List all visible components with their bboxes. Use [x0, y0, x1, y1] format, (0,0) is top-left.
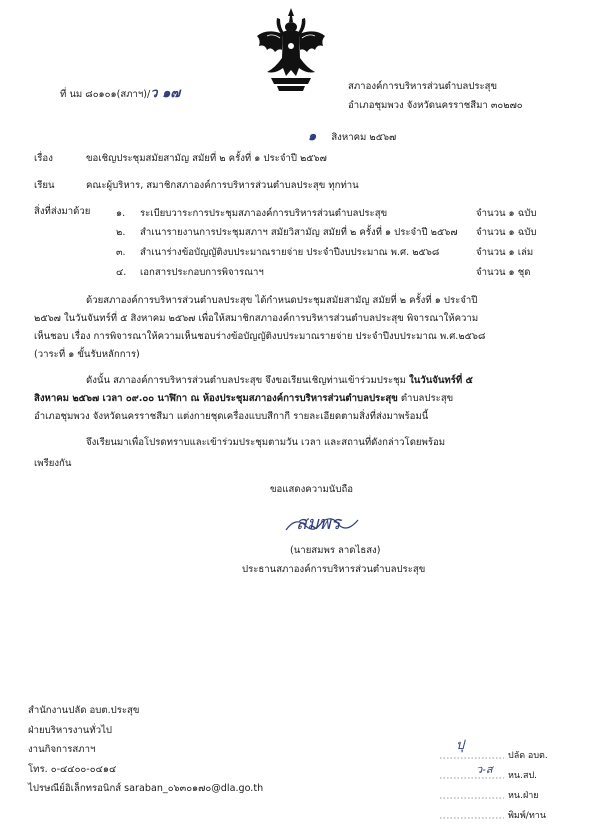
footer-email: ไปรษณีย์อิเล็กทรอนิกส์ saraban_๐๖๓๐๑๗๐@dla.go.th: [28, 783, 264, 794]
recipient-label: เรียน: [34, 180, 55, 191]
footer-section: งานกิจการสภาฯ: [28, 744, 96, 755]
body-paragraph-1-line: ด้วยสภาองค์การบริหารส่วนตำบลประสุข ได้กำหนดประชุมสมัยสามัญ สมัยที่ ๒ ครั้งที่ ๑ ประจำปี: [86, 295, 478, 306]
routing-item: ปลัด อบต.: [508, 751, 548, 761]
enclosure-qty: จำนวน ๑ เล่ม: [476, 247, 534, 258]
enclosure-no: ๓.: [116, 247, 126, 258]
enclosure-qty: จำนวน ๑ ฉบับ: [476, 227, 537, 238]
enclosure-no: ๔.: [116, 267, 127, 278]
subject-text: ขอเชิญประชุมสมัยสามัญ สมัยที่ ๒ ครั้งที่ ๑ ประจำปี ๒๕๖๗: [86, 153, 327, 164]
body-paragraph-3-line: จึงเรียนมาเพื่อโปรดทราบและเข้าร่วมประชุมตามวัน เวลา และสถานที่ดังกล่าวโดยพร้อม: [86, 437, 446, 448]
enclosure-text: เอกสารประกอบการพิจารณาฯ: [140, 267, 264, 278]
body-paragraph-1-line: ๒๕๖๗ ในวันจันทร์ที่ ๕ สิงหาคม ๒๕๖๗ เพื่อให้สมาชิกสภาองค์การบริหารส่วนตำบลประสุข พิจารณาให้ความ: [34, 313, 479, 324]
body-paragraph-3-line: เพรียงกัน: [34, 458, 72, 469]
enclosure-text: ระเบียบวาระการประชุมสภาองค์การบริหารส่วนตำบลประสุข: [140, 208, 388, 219]
meeting-time-place-emphasis: สิงหาคม ๒๕๖๗ เวลา ๐๙.๐๐ นาฬิกา ณ ห้องประชุมสภาองค์การบริหารส่วนตำบลประสุข: [34, 393, 398, 404]
routing-item: หน.สป.: [508, 771, 538, 781]
body-paragraph-2-line: [86, 373, 473, 388]
footer-division: ฝ่ายบริหารงานทั่วไป: [28, 725, 112, 736]
closing-regards: ขอแสดงความนับถือ: [270, 484, 354, 495]
garuda-emblem: [253, 6, 329, 92]
enclosures-label: สิ่งที่ส่งมาด้วย: [34, 206, 91, 217]
org-address: อำเภอชุมพวง จังหวัดนครราชสีมา ๓๐๒๗๐: [348, 100, 523, 111]
enclosure-text: สำเนารายงานการประชุมสภาฯ สมัยวิสามัญ สมัยที่ ๒ ครั้งที่ ๑ ประจำปี ๒๕๖๗: [140, 227, 458, 238]
signer-title: ประธานสภาองค์การบริหารส่วนตำบลประสุข: [242, 564, 426, 575]
signature-stroke: [282, 514, 362, 536]
meeting-subdistrict: ตำบลประสุข: [397, 393, 454, 404]
enclosure-text: สำเนาร่างข้อบัญญัติงบประมาณรายจ่าย ประจำปีงบประมาณ พ.ศ. ๒๕๖๘: [140, 247, 440, 258]
handwritten-signature: สมพร: [296, 513, 341, 534]
footer-phone: โทร. ๐-๔๔๐๐-๐๔๑๔: [28, 764, 117, 775]
enclosure-qty: จำนวน ๑ ชุด: [476, 267, 531, 278]
body-paragraph-1-line: (วาระที่ ๑ ขั้นรับหลักการ): [34, 349, 140, 360]
enclosure-no: ๑.: [116, 208, 126, 219]
footer-office: สำนักงานปลัด อบต.ประสุข: [28, 705, 140, 716]
enclosure-qty: จำนวน ๑ ฉบับ: [476, 208, 537, 219]
meeting-date-emphasis: ในวันจันทร์ที่ ๕: [409, 375, 473, 386]
signer-name: (นายสมพร ลาดไธสง): [290, 545, 381, 556]
date-day-handwritten: ๑: [308, 129, 317, 144]
invitation-text: ดังนั้น สภาองค์การบริหารส่วนตำบลประสุข จึงขอเรียนเชิญท่านเข้าร่วมประชุม: [86, 375, 410, 386]
routing-item: หน.ฝ่าย: [508, 791, 539, 801]
routing-handwritten-mark: ว-ส: [476, 763, 493, 776]
date-month-year: สิงหาคม ๒๕๖๗: [331, 132, 397, 143]
subject-label: เรื่อง: [34, 153, 53, 164]
document-number-label: ที่ นม ๘๐๑๐๑(สภาฯ)/: [60, 89, 151, 100]
org-name: สภาองค์การบริหารส่วนตำบลประสุข: [348, 81, 498, 92]
routing-handwritten-mark: ปุ: [456, 738, 465, 753]
enclosure-no: ๒.: [116, 227, 126, 238]
body-paragraph-2-line: [34, 391, 453, 406]
document-date: [308, 125, 396, 146]
routing-dotted-lines: [438, 754, 506, 826]
document-number-handwritten: ว ๑๗: [150, 86, 181, 101]
body-paragraph-1-line: เห็นชอบ เรื่อง การพิจารณาให้ความเห็นชอบร่างข้อบัญญัติงบประมาณรายจ่าย ประจำปีงบประมาณ พ.ศ.๒๕๖๘: [34, 331, 486, 342]
document-number: [60, 82, 180, 103]
body-paragraph-2-line: อำเภอชุมพวง จังหวัดนครราชสีมา แต่งกายชุดเครื่องแบบสีกากี รายละเอียดตามสิ่งที่ส่งมาพร้อมนี้: [34, 411, 429, 422]
routing-item: พิมพ์/ทาน: [508, 811, 546, 821]
recipient-text: คณะผู้บริหาร, สมาชิกสภาองค์การบริหารส่วนตำบลประสุข ทุกท่าน: [86, 180, 359, 191]
